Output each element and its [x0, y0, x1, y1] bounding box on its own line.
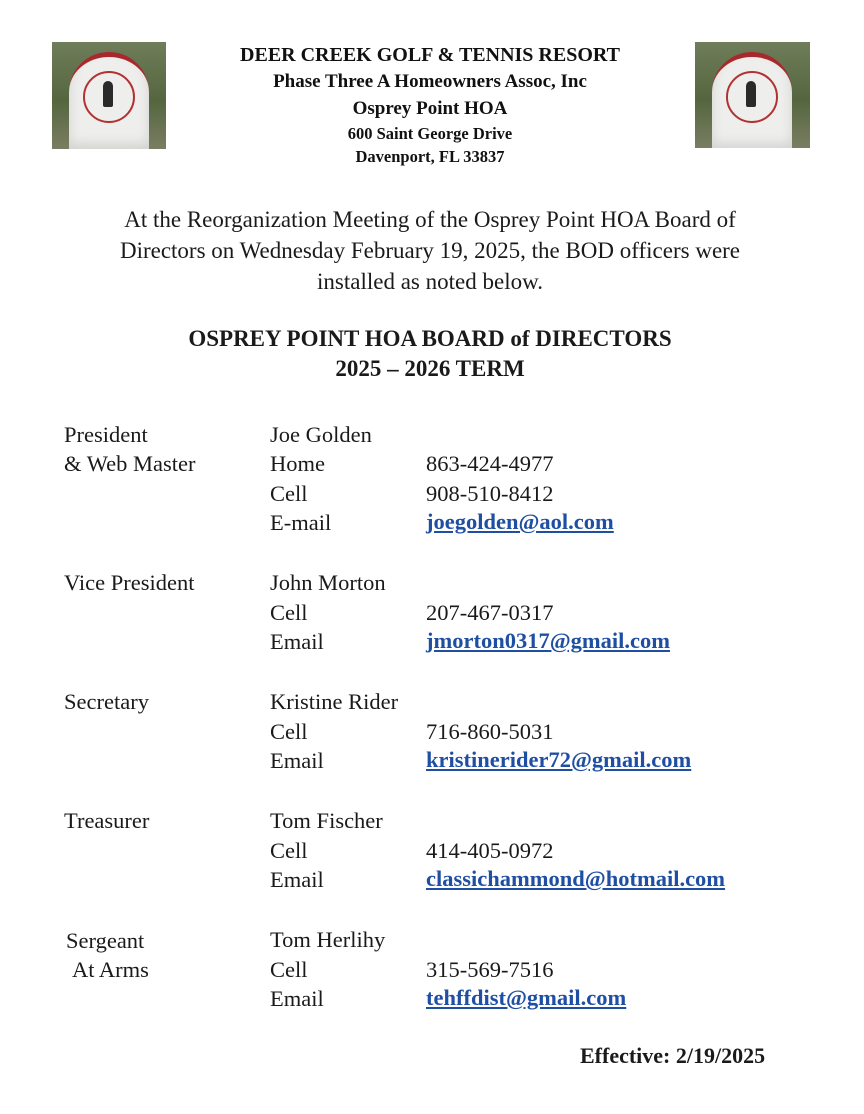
osprey-point-logo-left: [52, 42, 166, 149]
officer-role: Treasurer: [64, 808, 150, 833]
officer-role: Vice President: [64, 570, 195, 595]
email-link[interactable]: kristinerider72@gmail.com: [426, 747, 692, 772]
cell-phone: 315-569-7516: [426, 957, 554, 982]
officer-name: John Morton: [270, 570, 386, 595]
intro-line: At the Reorganization Meeting of the Osprey Point HOA Board of: [124, 207, 736, 232]
effective-date: Effective: 2/19/2025: [580, 1043, 766, 1068]
email-link[interactable]: jmorton0317@gmail.com: [426, 628, 671, 653]
hoa-name: Osprey Point HOA: [352, 98, 508, 119]
cell-label: Cell: [270, 600, 308, 625]
email-label: E-mail: [270, 510, 332, 535]
officer-role-secondary: At Arms: [72, 957, 149, 982]
board-title: OSPREY POINT HOA BOARD of DIRECTORS: [188, 326, 672, 351]
email-label: Email: [270, 629, 324, 654]
cell-label: Cell: [270, 838, 308, 863]
osprey-icon: [746, 81, 756, 107]
cell-label: Cell: [270, 957, 308, 982]
cell-label: Cell: [270, 719, 308, 744]
officer-name: Tom Herlihy: [270, 927, 386, 952]
cell-phone: 414-405-0972: [426, 838, 554, 863]
cell-phone: 207-467-0317: [426, 600, 554, 625]
officer-name: Joe Golden: [270, 422, 372, 447]
resort-name: DEER CREEK GOLF & TENNIS RESORT: [240, 44, 620, 66]
osprey-point-logo-right: [695, 42, 810, 148]
street-address: 600 Saint George Drive: [347, 124, 513, 143]
email-label: Email: [270, 867, 324, 892]
osprey-icon: [103, 81, 113, 107]
officer-role: Sergeant: [66, 928, 145, 953]
email-link[interactable]: joegolden@aol.com: [426, 509, 614, 534]
email-label: Email: [270, 986, 324, 1011]
intro-line: Directors on Wednesday February 19, 2025, the BOD officers were: [119, 238, 741, 263]
intro-line: installed as noted below.: [317, 269, 543, 294]
officer-role: President: [64, 422, 148, 447]
officer-role: Secretary: [64, 689, 149, 714]
email-link[interactable]: tehffdist@gmail.com: [426, 985, 627, 1010]
logo-sign: [69, 52, 149, 149]
board-term: 2025 – 2026 TERM: [335, 356, 525, 381]
officer-role-secondary: & Web Master: [64, 451, 196, 476]
city-state-zip: Davenport, FL 33837: [355, 147, 505, 166]
cell-phone: 716-860-5031: [426, 719, 554, 744]
officer-name: Tom Fischer: [270, 808, 383, 833]
email-label: Email: [270, 748, 324, 773]
officer-name: Kristine Rider: [270, 689, 399, 714]
logo-sign: [712, 52, 792, 148]
cell-phone: 908-510-8412: [426, 481, 554, 506]
home-label: Home: [270, 451, 325, 476]
email-link[interactable]: classichammond@hotmail.com: [426, 866, 726, 891]
association-name: Phase Three A Homeowners Assoc, Inc: [273, 71, 587, 92]
intro-paragraph: [60, 204, 800, 297]
home-phone: 863-424-4977: [426, 451, 554, 476]
cell-label: Cell: [270, 481, 308, 506]
